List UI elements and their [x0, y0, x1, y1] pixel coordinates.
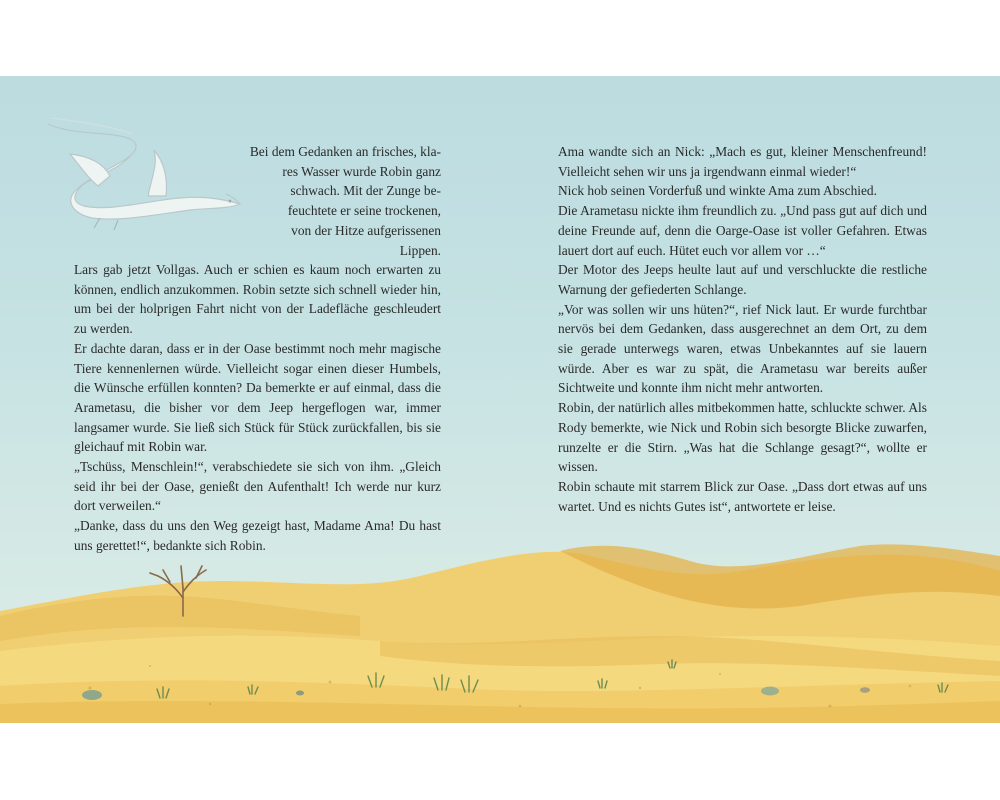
intro-line: von der Hitze aufgerissenen [291, 222, 441, 238]
paragraph: Nick hob seinen Vorderfuß und winkte Ama zum Abschied. [558, 183, 877, 199]
paragraph: „Danke, dass du uns den Weg gezeigt hast, Madame Ama! Du hast uns gerettet!“, bedankte sich Robin. [74, 518, 441, 553]
intro-line: Bei dem Gedanken an frisches, kla- [249, 144, 441, 159]
paragraph: Robin schaute mit starrem Blick zur Oase. „Dass dort etwas auf uns wartet. Und es nichts Gutes ist“, antwortete er leise. [558, 478, 927, 514]
intro-paragraph [74, 142, 441, 260]
paragraph: „Tschüss, Menschlein!“, verabschiedete sie sich von ihm. „Gleich seid ihr bei der Oase, genießt den Aufenthalt! Ich werde nur kurz dort verweilen.“ [74, 459, 441, 514]
left-page-paragraphs [74, 260, 441, 556]
book-spread [0, 76, 1000, 723]
paragraph: Der Motor des Jeeps heulte laut auf und verschluckte die restliche Warnung der gefiederten Schlange. [558, 262, 927, 297]
paragraph: Er dachte daran, dass er in der Oase bestimmt noch mehr magische Tiere kennenlernen würde. Vielleicht sogar einen dieser Humbels, die Wünsche erfüllen konnten? Da bemerkte er auf einmal, dass die Arametasu, die bisher vor dem Jeep hergeflogen war, immer langsamer wurde. Sie ließ sich Stück für Stück zurückfallen, bis sie gleichauf mit Robin war. [74, 340, 441, 455]
intro-line: feuchtete er seine trockenen, [287, 203, 441, 219]
paragraph: Ama wandte sich an Nick: „Mach es gut, kleiner Menschenfreund! Vielleicht sehen wir uns ja irgendwann einmal wieder!“ [558, 144, 927, 179]
paragraph: Lars gab jetzt Vollgas. Auch er schien es kaum noch erwarten zu können, endlich anzukommen. Robin setzte sich schnell wieder hin, um bei der holprigen Fahrt nicht von der Ladefläche geschleudert zu werden. [74, 262, 441, 337]
paragraph: Die Arametasu nickte ihm freundlich zu. „Und pass gut auf dich und deine Freunde auf, denn die Oarge-Oase ist voller Gefahren. Etwas lauert dort auf euch. Hütet euch vor allem vor …“ [558, 203, 927, 258]
right-page-text [558, 142, 927, 516]
intro-line: res Wasser wurde Robin ganz [282, 163, 441, 179]
paragraph: Robin, der natürlich alles mitbekommen hatte, schluckte schwer. Als Rody bemerkte, wie Nick und Robin sich besorgte Blicke zuwarfen, runzelte er die Stirn. „Was hat die Schlange gesagt?“, wollte er wissen. [558, 400, 927, 475]
paragraph: „Vor was sollen wir uns hüten?“, rief Nick laut. Er wurde furchtbar nervös bei dem Gedanken, dass ausgerechnet an dem Ort, zu dem sie gerade unterwegs waren, etwas Unbekanntes auf sie lauern würde. Aber es war zu spät, die Arametasu war bereits außer Sichtweite und konnte ihm nicht mehr antworten. [558, 301, 927, 396]
intro-line: schwach. Mit der Zunge be- [290, 183, 441, 199]
intro-line: Lippen. [399, 242, 441, 258]
